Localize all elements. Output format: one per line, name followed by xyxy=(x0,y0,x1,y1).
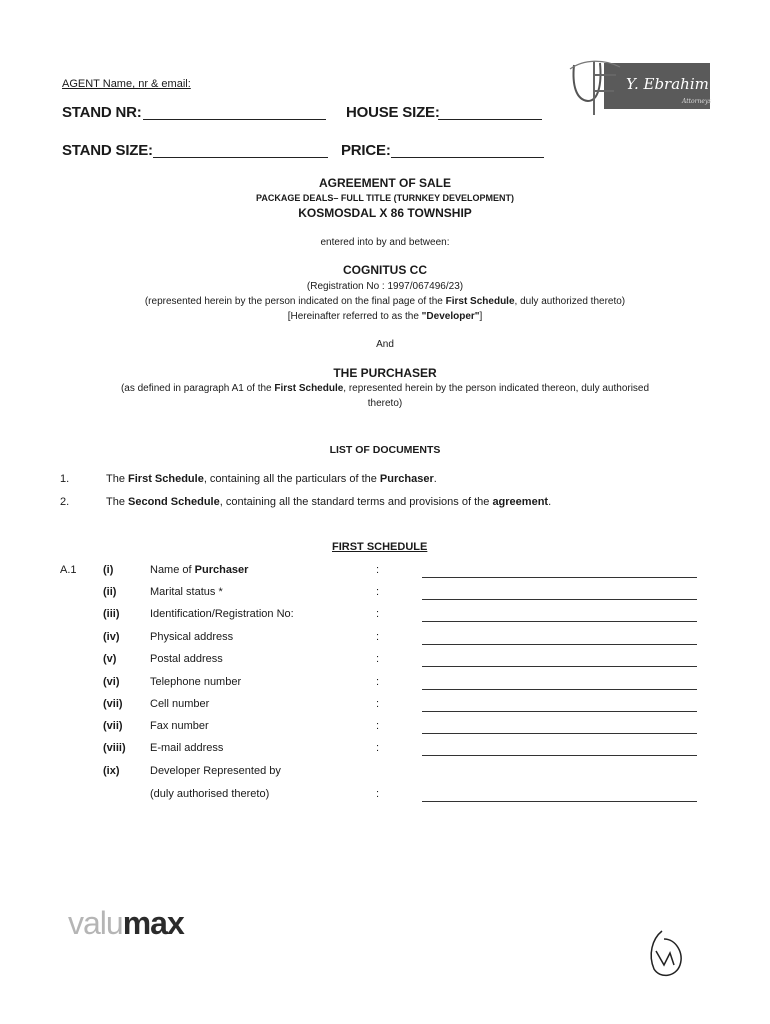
purchaser-definition-line1: (as defined in paragraph A1 of the First Schedule, represented herein by the person indicated thereon, duly authorised xyxy=(120,383,650,394)
physical-address-field[interactable] xyxy=(422,644,697,645)
schedule-row-duly-authorised: (duly authorised thereto) : xyxy=(60,788,710,806)
price-label: PRICE: xyxy=(341,142,391,159)
registration-number: (Registration No : 1997/067496/23) xyxy=(306,281,464,292)
paragraph-number: A.1 xyxy=(60,564,77,576)
initials-signature xyxy=(640,925,690,980)
house-size-label: HOUSE SIZE: xyxy=(346,104,440,121)
agreement-title: AGREEMENT OF SALE xyxy=(318,176,451,190)
cell-number-field[interactable] xyxy=(422,711,697,712)
developer-represented-text: (represented herein by the person indicated on the final page of the First Schedule, duly authorized thereto) xyxy=(144,296,626,307)
document-item-2: 2. The Second Schedule, containing all the standard terms and provisions of the agreement. xyxy=(60,496,552,508)
house-size-field[interactable] xyxy=(438,119,542,120)
purchaser-name-field[interactable] xyxy=(422,577,697,578)
schedule-row-developer-represented: (ix) Developer Represented by xyxy=(103,765,281,777)
email-field[interactable] xyxy=(422,755,697,756)
schedule-row-fax: (vii) Fax number : xyxy=(60,720,710,738)
agent-label: AGENT Name, nr & email: xyxy=(62,78,191,90)
schedule-row-telephone: (vi) Telephone number : xyxy=(60,676,710,694)
first-schedule-heading: FIRST SCHEDULE xyxy=(332,541,428,553)
stand-size-label: STAND SIZE: xyxy=(62,142,153,159)
logo-text: Y. Ebrahim xyxy=(626,75,709,93)
identification-field[interactable] xyxy=(422,621,697,622)
law-firm-logo xyxy=(564,55,712,117)
logo-subtext: Attorneys xyxy=(682,98,712,105)
schedule-row-email: (viii) E-mail address : xyxy=(60,742,710,760)
schedule-row-marital-status: (ii) Marital status * : xyxy=(60,586,710,604)
township-title: KOSMOSDAL X 86 TOWNSHIP xyxy=(298,206,472,220)
purchaser-definition-line2: thereto) xyxy=(367,398,403,409)
schedule-row-identification: (iii) Identification/Registration No: : xyxy=(60,608,710,626)
price-field[interactable] xyxy=(391,157,544,158)
developer-definition-text: [Hereinafter referred to as the "Developer"] xyxy=(287,311,483,322)
schedule-row-physical-address: (iv) Physical address : xyxy=(60,631,710,649)
purchaser-title: THE PURCHASER xyxy=(333,366,437,380)
marital-status-field[interactable] xyxy=(422,599,697,600)
fax-number-field[interactable] xyxy=(422,733,697,734)
schedule-row-name: A.1 (i) Name of Purchaser : xyxy=(60,564,710,582)
and-text: And xyxy=(376,339,394,350)
document-item-1: 1. The First Schedule, containing all the particulars of the Purchaser. xyxy=(60,473,437,485)
valumax-logo: valumax xyxy=(68,905,184,941)
stand-nr-field[interactable] xyxy=(143,119,326,120)
stand-nr-label: STAND NR: xyxy=(62,104,142,121)
agreement-subtitle: PACKAGE DEALS– FULL TITLE (TURNKEY DEVELOPMENT) xyxy=(255,193,514,203)
stand-size-field[interactable] xyxy=(153,157,328,158)
developer-representative-field[interactable] xyxy=(422,801,697,802)
entered-into-text: entered into by and between: xyxy=(320,237,450,248)
schedule-row-cell: (vii) Cell number : xyxy=(60,698,710,716)
postal-address-field[interactable] xyxy=(422,666,697,667)
list-of-documents-heading: LIST OF DOCUMENTS xyxy=(329,444,441,456)
developer-name: COGNITUS CC xyxy=(343,263,427,277)
telephone-field[interactable] xyxy=(422,689,697,690)
schedule-row-postal-address: (v) Postal address : xyxy=(60,653,710,671)
